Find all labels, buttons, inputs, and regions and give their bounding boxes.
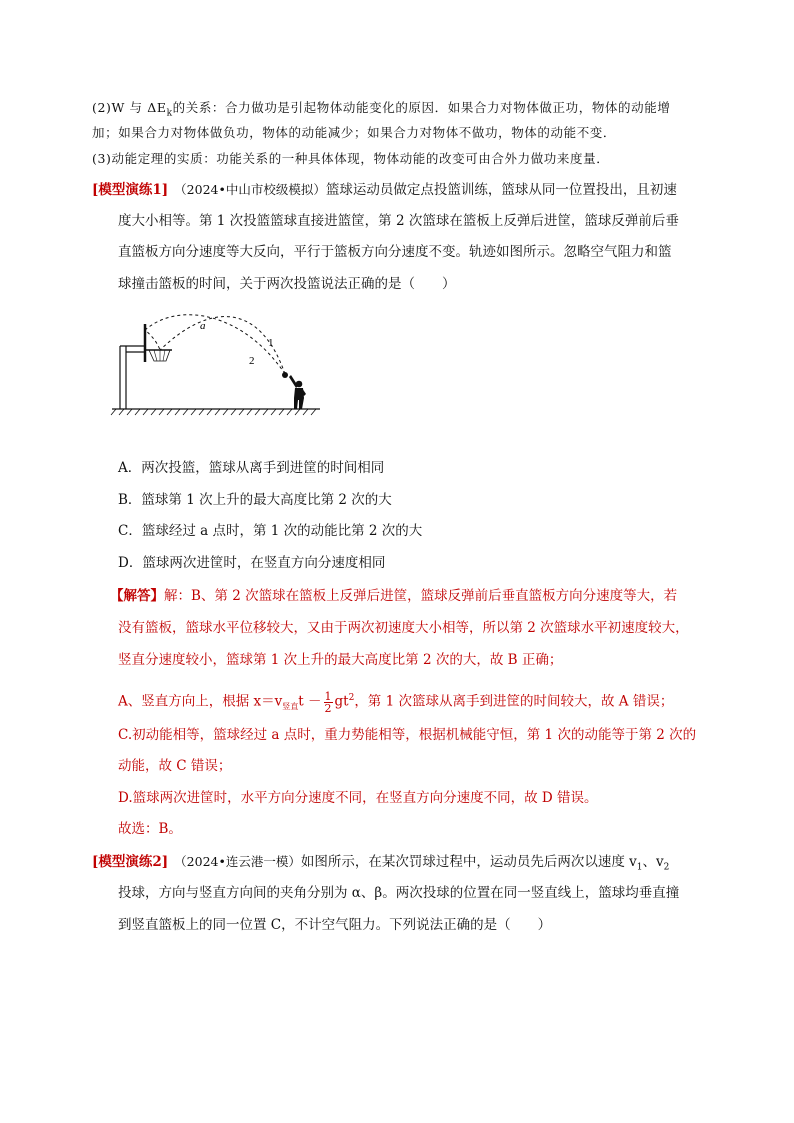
option-a: A．两次投篮，篮球从离手到进筐的时间相同 [118,460,385,476]
solution-line8: 故选：B。 [118,821,182,837]
q2-text-1: 如图所示，在某次罚球过程中，运动员先后两次以速度 v [300,854,637,870]
theory-point-3: (3)动能定理的实质：功能关系的一种具体体现，物体动能的改变可由合外力做功来度量． [92,151,610,166]
trajectory-1 [160,317,285,374]
q2-separator: 、v [642,854,664,870]
trajectory-2 [145,315,285,374]
formula-subscript: 竖直 [282,702,299,712]
basketball-trajectory-diagram [110,306,340,418]
formula-suffix: ，第 1 次篮球从离手到进筐的时间较大，故 A 错误； [354,693,674,710]
solution-line3: 竖直分速度较小，篮球第 1 次上升的最大高度比第 2 次的大，故 B 正确； [118,652,563,668]
ball [282,372,288,378]
q2-source: （2024•连云港一模） [174,854,301,869]
fraction-denominator: 2 [324,701,332,715]
net [149,350,170,361]
solution-line5: C.初动能相等，篮球经过 a 点时，重力势能相等，根据机械能守恒，第 1 次的动能等于第 2 次的 [118,727,697,743]
option-d: D．篮球两次进筐时，在竖直方向分速度相同 [118,555,386,571]
solution-line6: 动能，故 C 错误； [118,758,232,774]
player-silhouette [289,375,306,409]
formula-t: t － [298,693,322,710]
solution-text-1: 解：B、第 2 次篮球在篮板上反弹后进筐，篮球反弹前后垂直篮板方向分速度等大，若 [164,588,678,604]
q2-tag: [模型演练2] [92,854,169,870]
solution-line7: D.篮球两次进筐时，水平方向分速度不同，在竖直方向分速度不同，故 D 错误。 [118,790,598,806]
q1-text-1: 篮球运动员做定点投篮训练，篮球从同一位置投出，且初速 [325,182,677,198]
q1-tag: [模型演练1] [92,182,169,198]
q1-line3: 直篮板方向分速度等大反向，平行于篮板方向分速度不变。轨迹如图所示。忽略空气阻力和篮 [118,244,672,260]
q2-line2: 投球，方向与竖直方向间的夹角分别为 α、β。两次投球的位置在同一竖直线上，篮球均垂直撞 [118,885,680,901]
solution-line2: 没有篮板，篮球水平位移较大，又由于两次初速度大小相等，所以第 2 次篮球水平初速度较大， [118,620,689,636]
ground-hatching [111,409,316,415]
option-c: C．篮球经过 a 点时，第 1 次的动能比第 2 次的大 [118,523,423,539]
q2-line1 [92,852,669,878]
ek-subscript: k [166,108,173,119]
q1-line4: 球撞击篮板的时间，关于两次投篮说法正确的是（ ） [118,276,456,292]
formula-superscript: 2 [348,693,355,703]
solution-line1 [110,586,677,606]
option-b: B．篮球第 1 次上升的最大高度比第 2 次的大 [118,492,392,508]
fraction-one-half [324,691,333,714]
theory-p2-rest: 的关系：合力做功是引起物体动能变化的原因．如果合力对物体做正功，物体的动能增 [172,100,671,115]
q1-line2: 度大小相等。第 1 次投篮篮球直接进篮筐，第 2 次篮球在篮板上反弹后进筐，篮球反弹前后垂 [118,213,679,229]
theory-point-2 [92,98,670,124]
fraction-numerator: 1 [324,689,332,703]
label-a: a [200,320,206,332]
theory-p2-prefix: (2)W 与 ΔE [92,100,167,115]
q1-line1 [92,180,677,200]
solution-tag: 【解答】 [110,588,164,604]
formula-gt: gt [334,693,349,710]
v2-subscript: 2 [663,862,670,873]
v1-subscript: 1 [636,862,643,873]
solution-line4 [118,688,673,717]
q1-source: （2024•中山市校级模拟） [174,182,326,197]
theory-point-2-cont: 加；如果合力对物体做负功，物体的动能减少；如果合力对物体不做功，物体的动能不变． [92,125,617,140]
q2-line3: 到竖直篮板上的同一位置 C，不计空气阻力。下列说法正确的是（ ） [118,917,552,933]
label-1: 1 [268,337,274,349]
label-2: 2 [249,355,255,367]
formula-prefix: A、竖直方向上，根据 x＝v [118,693,283,710]
